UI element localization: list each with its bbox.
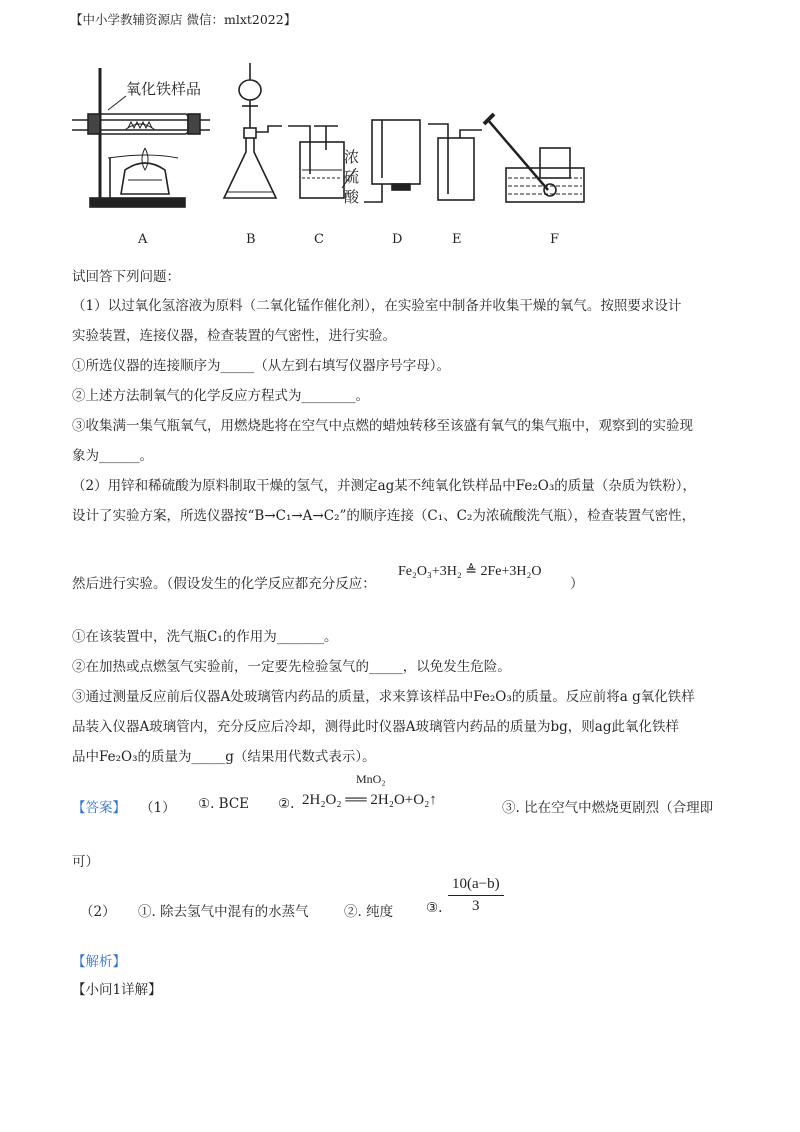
answer-2-1: ①. 除去氢气中混有的水蒸气 [138, 904, 309, 920]
q1-sub3-line1: ③收集满一集气瓶氧气，用燃烧匙将在空气中点燃的蜡烛转移至该盛有氧气的集气瓶中，观察到的实验现 [72, 418, 693, 434]
q2-sub3-line1: ③通过测量反应前后仪器A处玻璃管内药品的质量，求来算该样品中Fe₂O₃的质量。反应前将a g氧化铁样 [72, 689, 695, 705]
answer-1-2-equation: 2H₂O₂ ══ 2H₂O+O₂↑ [302, 792, 437, 808]
answer-2-3-prefix: ③. [426, 900, 443, 916]
caption-f: F [550, 232, 560, 247]
answer-label: 【答案】 [72, 800, 126, 816]
q2-line3: 然后进行实验。（假设发生的化学反应都充分反应： [72, 576, 376, 592]
apparatus-figure [70, 58, 710, 253]
caption-b: B [246, 232, 256, 247]
answer-part1: （1） [140, 800, 176, 816]
q2-line2: 设计了实验方案，所选仪器按“B→C₁→A→C₂”的顺序连接（C₁、C₂为浓硫酸洗气瓶），检查装置气密性， [72, 508, 696, 524]
apparatus-b [224, 63, 282, 198]
apparatus-f [484, 114, 584, 202]
intro: 试回答下列问题： [72, 269, 180, 285]
caption-a: A [138, 232, 148, 247]
caption-e: E [452, 232, 462, 247]
answer-part2: （2） [80, 904, 116, 920]
answer-2-2: ②. 纯度 [344, 904, 394, 920]
answer-1-2-prefix: ②. [278, 796, 295, 812]
analysis-sub-label: 【小问1详解】 [72, 982, 162, 998]
reaction-equation-close: ） [570, 576, 584, 592]
catalyst-label: MnO₂ [356, 772, 386, 786]
acid-label-3: 酸 [344, 188, 360, 206]
q1-line2: 实验装置，连接仪器，检查装置的气密性，进行实验。 [72, 328, 396, 344]
q1-line1: （1）以过氧化氢溶液为原料（二氧化锰作催化剂），在实验室中制备并收集干燥的氧气。按照要求设计 [72, 298, 682, 314]
acid-label-2: 硫 [344, 168, 360, 186]
answer-1-3-line2: 可） [72, 854, 99, 870]
page-header: 【中小学教辅资源店 微信：mlxt2022】 [70, 12, 297, 27]
q1-sub2: ②上述方法制氧气的化学反应方程式为________。 [72, 388, 369, 404]
q2-sub1: ①在该装置中，洗气瓶C₁的作用为_______。 [72, 629, 338, 645]
caption-d: D [392, 232, 403, 247]
acid-label-1: 浓 [344, 148, 360, 166]
answer-1-1: ①. BCE [198, 796, 250, 812]
apparatus-e [428, 124, 482, 200]
q2-sub3-line3: 品中Fe₂O₃的质量为_____g（结果用代数式表示）。 [72, 749, 376, 765]
q1-sub3-line2: 象为______。 [72, 448, 153, 464]
answer-2-3-fraction [448, 876, 504, 915]
q1-sub1: ①所选仪器的连接顺序为_____（从左到右填写仪器序号字母）。 [72, 358, 450, 374]
q2-sub2: ②在加热或点燃氢气实验前，一定要先检验氢气的_____，以免发生危险。 [72, 659, 511, 675]
caption-c: C [314, 232, 324, 247]
apparatus-d [364, 120, 420, 202]
analysis-label: 【解析】 [72, 954, 126, 970]
q2-line1: （2）用锌和稀硫酸为原料制取干燥的氢气，并测定ag某不纯氧化铁样品中Fe₂O₃的质量（杂质为铁粉）， [72, 478, 697, 494]
q2-sub3-line2: 品装入仪器A玻璃管内，充分反应后冷却，测得此时仪器A玻璃管内药品的质量为bg，则ag此氧化铁样 [72, 719, 679, 735]
fraction-denominator: 3 [472, 898, 480, 914]
answer-1-3-line1: ③. 比在空气中燃烧更剧烈（合理即 [502, 800, 714, 816]
fraction-numerator: 10(a−b) [448, 876, 504, 896]
reaction-equation: Fe₂O₃+3H₂ ≜ 2Fe+3H₂O [398, 564, 542, 579]
sample-label: 氧化铁样品 [126, 80, 202, 98]
